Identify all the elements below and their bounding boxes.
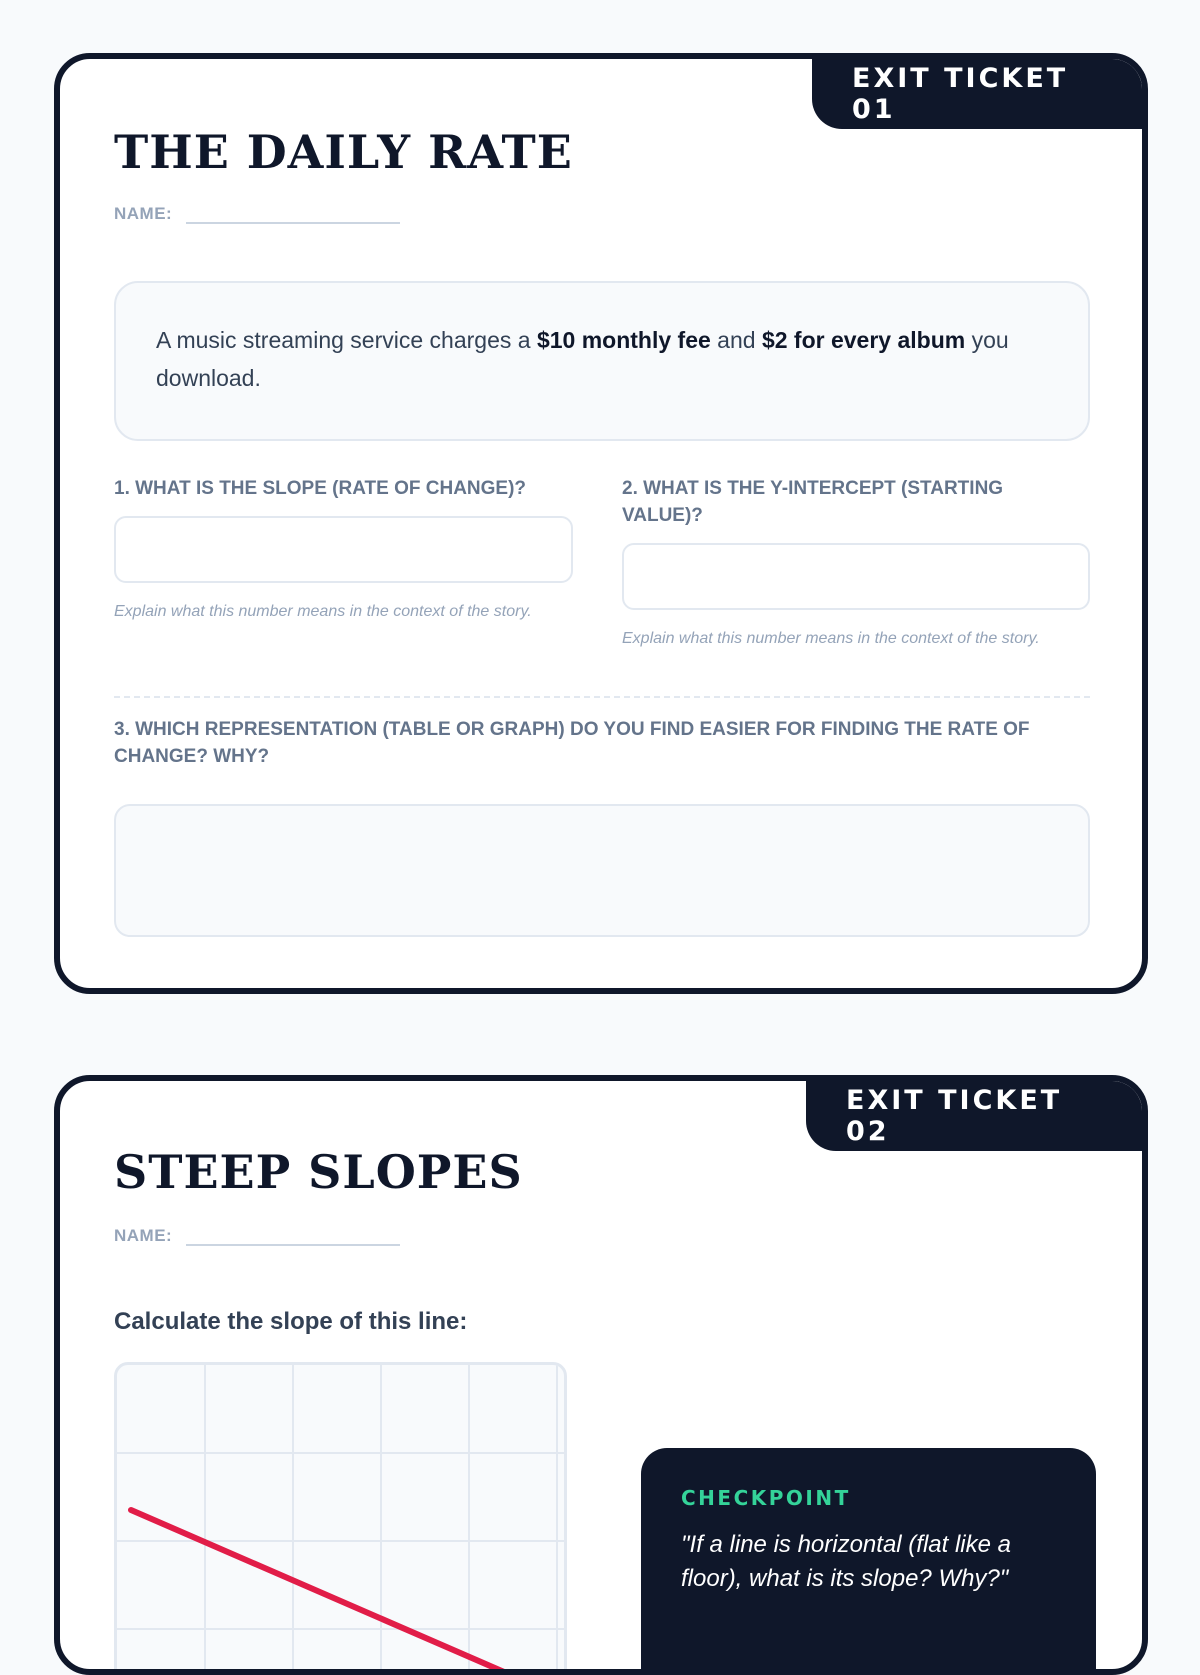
scenario-box [114, 281, 1090, 441]
slope-graph [114, 1362, 567, 1675]
ticket-title: STEEP SLOPES [114, 1145, 523, 1199]
question-2-hint: Explain what this number means in the context of the story. [622, 630, 1040, 647]
checkpoint-card [641, 1448, 1096, 1675]
ticket-title: THE DAILY RATE [114, 125, 573, 179]
question-1-label: 1. WHAT IS THE SLOPE (RATE OF CHANGE)? [114, 478, 527, 499]
scenario-text: A music streaming service charges a [156, 327, 537, 353]
name-field[interactable] [186, 198, 400, 224]
exit-ticket-02 [54, 1075, 1148, 1675]
scenario-fee: $10 monthly fee [536, 327, 711, 353]
question-3-label: 3. WHICH REPRESENTATION (TABLE OR GRAPH) DO YOU FIND EASIER FOR FINDING THE RATE OF CHANGE? WHY? [114, 719, 1030, 767]
scenario-text: and [710, 327, 762, 353]
name-label: NAME: [114, 204, 173, 223]
ticket-tag: EXIT TICKET 01 [812, 59, 1142, 129]
slope-prompt: Calculate the slope of this line: [114, 1308, 468, 1335]
representation-answer-field[interactable] [114, 804, 1090, 937]
scenario-text: you download. [156, 327, 1009, 391]
y-intercept-answer-field[interactable] [622, 543, 1090, 610]
name-label: NAME: [114, 1226, 173, 1245]
graph-line [131, 1510, 564, 1675]
ticket-tag: EXIT TICKET 02 [806, 1081, 1142, 1151]
checkpoint-label: CHECKPOINT [681, 1486, 851, 1510]
question-2-label: 2. WHAT IS THE Y-INTERCEPT (STARTING VALUE)? [622, 478, 1004, 526]
grid [117, 1365, 564, 1675]
name-row [114, 1220, 400, 1246]
checkpoint-question: "If a line is horizontal (flat like a floor), what is its slope? Why?" [681, 1531, 1011, 1592]
question-1-hint: Explain what this number means in the context of the story. [114, 603, 532, 620]
section-divider [114, 696, 1090, 698]
exit-ticket-01 [54, 53, 1148, 994]
scenario-album-rate: $2 for every album [761, 327, 966, 353]
name-field[interactable] [186, 1220, 400, 1246]
name-row [114, 198, 400, 224]
graph-svg [117, 1365, 564, 1675]
slope-answer-field[interactable] [114, 516, 573, 583]
